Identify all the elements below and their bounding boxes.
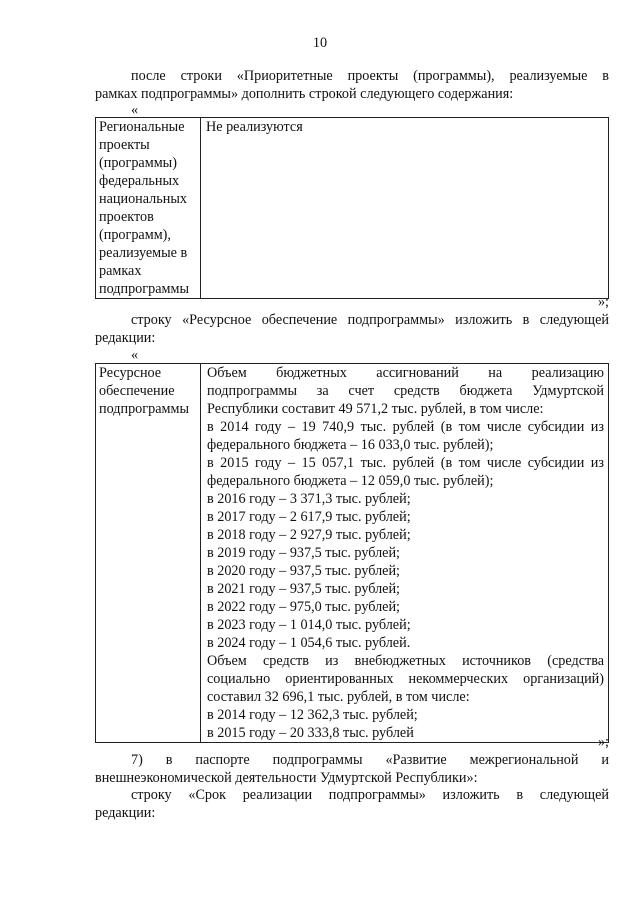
paragraph-line: редакции: xyxy=(95,330,156,346)
cell-line: федеральных xyxy=(99,173,180,189)
open-quote: « xyxy=(131,102,139,118)
resource-provision-table xyxy=(95,363,609,743)
cell-line: Региональные xyxy=(99,119,185,135)
cell-line: социально ориентированных некоммерческих организаций) xyxy=(207,671,604,687)
cell-line: в 2019 году – 937,5 тыс. рублей; xyxy=(207,545,400,561)
paragraph-insert-row xyxy=(95,67,609,103)
row-value-cell xyxy=(201,118,609,299)
paragraph-line: внешнеэкономической деятельности Удмуртской Республики»: xyxy=(95,770,478,786)
table-row xyxy=(96,364,609,743)
close-quote: »; xyxy=(597,734,609,750)
cell-line: подпрограммы за счет средств бюджета Удмуртской xyxy=(207,383,604,399)
cell-line: Ресурсное xyxy=(99,365,162,381)
cell-line: в 2014 году – 19 740,9 тыс. рублей (в том числе субсидии из xyxy=(207,419,604,435)
cell-line: (программы) xyxy=(99,155,177,171)
cell-line: составил 32 696,1 тыс. рублей, в том числе: xyxy=(207,689,470,705)
cell-line: реализуемые в xyxy=(99,245,188,261)
cell-text: Не реализуются xyxy=(206,119,303,135)
cell-line: в 2022 году – 975,0 тыс. рублей; xyxy=(207,599,400,615)
paragraph-line: редакции: xyxy=(95,805,156,821)
paragraph-line: строку «Ресурсное обеспечение подпрограммы» изложить в следующей xyxy=(131,312,609,328)
cell-line: в 2014 году – 12 362,3 тыс. рублей; xyxy=(207,707,418,723)
cell-line: в 2024 году – 1 054,6 тыс. рублей. xyxy=(207,635,411,651)
cell-line: Республики составит 49 571,2 тыс. рублей, в том числе: xyxy=(207,401,544,417)
cell-line: Объем средств из внебюджетных источников (средства xyxy=(207,653,604,669)
cell-line: (программ), xyxy=(99,227,171,243)
cell-line: в 2021 году – 937,5 тыс. рублей; xyxy=(207,581,400,597)
paragraph-resource-row xyxy=(95,311,609,347)
close-quote: »; xyxy=(597,294,609,310)
cell-line: в 2017 году – 2 617,9 тыс. рублей; xyxy=(207,509,411,525)
page-number: 10 xyxy=(312,35,328,51)
cell-line: национальных xyxy=(99,191,187,207)
paragraph-item-7 xyxy=(95,751,609,787)
cell-line: Объем бюджетных ассигнований на реализацию xyxy=(207,365,604,381)
paragraph-line: строку «Срок реализации подпрограммы» изложить в следующей xyxy=(131,787,609,803)
cell-line: подпрограммы xyxy=(99,401,189,417)
row-value-cell xyxy=(201,364,609,743)
cell-line: проекты xyxy=(99,137,150,153)
cell-line: в 2023 году – 1 014,0 тыс. рублей; xyxy=(207,617,411,633)
paragraph-line: 7) в паспорте подпрограммы «Развитие межрегиональной и xyxy=(131,752,609,768)
open-quote: « xyxy=(131,347,139,363)
regional-projects-table xyxy=(95,117,609,299)
paragraph-line: рамках подпрограммы» дополнить строкой следующего содержания: xyxy=(95,86,514,102)
cell-line: в 2016 году – 3 371,3 тыс. рублей; xyxy=(207,491,411,507)
table-row xyxy=(96,118,609,299)
cell-line: проектов xyxy=(99,209,154,225)
cell-line: в 2015 году – 15 057,1 тыс. рублей (в том числе субсидии из xyxy=(207,455,604,471)
row-header-cell xyxy=(96,118,201,299)
cell-line: обеспечение xyxy=(99,383,175,399)
cell-line: подпрограммы xyxy=(99,281,189,297)
cell-line: рамках xyxy=(99,263,142,279)
cell-line: в 2018 году – 2 927,9 тыс. рублей; xyxy=(207,527,411,543)
cell-line: в 2015 году – 20 333,8 тыс. рублей xyxy=(207,725,414,741)
paragraph-line: после строки «Приоритетные проекты (программы), реализуемые в xyxy=(131,68,609,84)
paragraph-term-row xyxy=(95,786,609,822)
cell-line: в 2020 году – 937,5 тыс. рублей; xyxy=(207,563,400,579)
cell-line: федерального бюджета – 16 033,0 тыс. рублей); xyxy=(207,437,494,453)
row-header-cell xyxy=(96,364,201,743)
cell-line: федерального бюджета – 12 059,0 тыс. рублей); xyxy=(207,473,494,489)
